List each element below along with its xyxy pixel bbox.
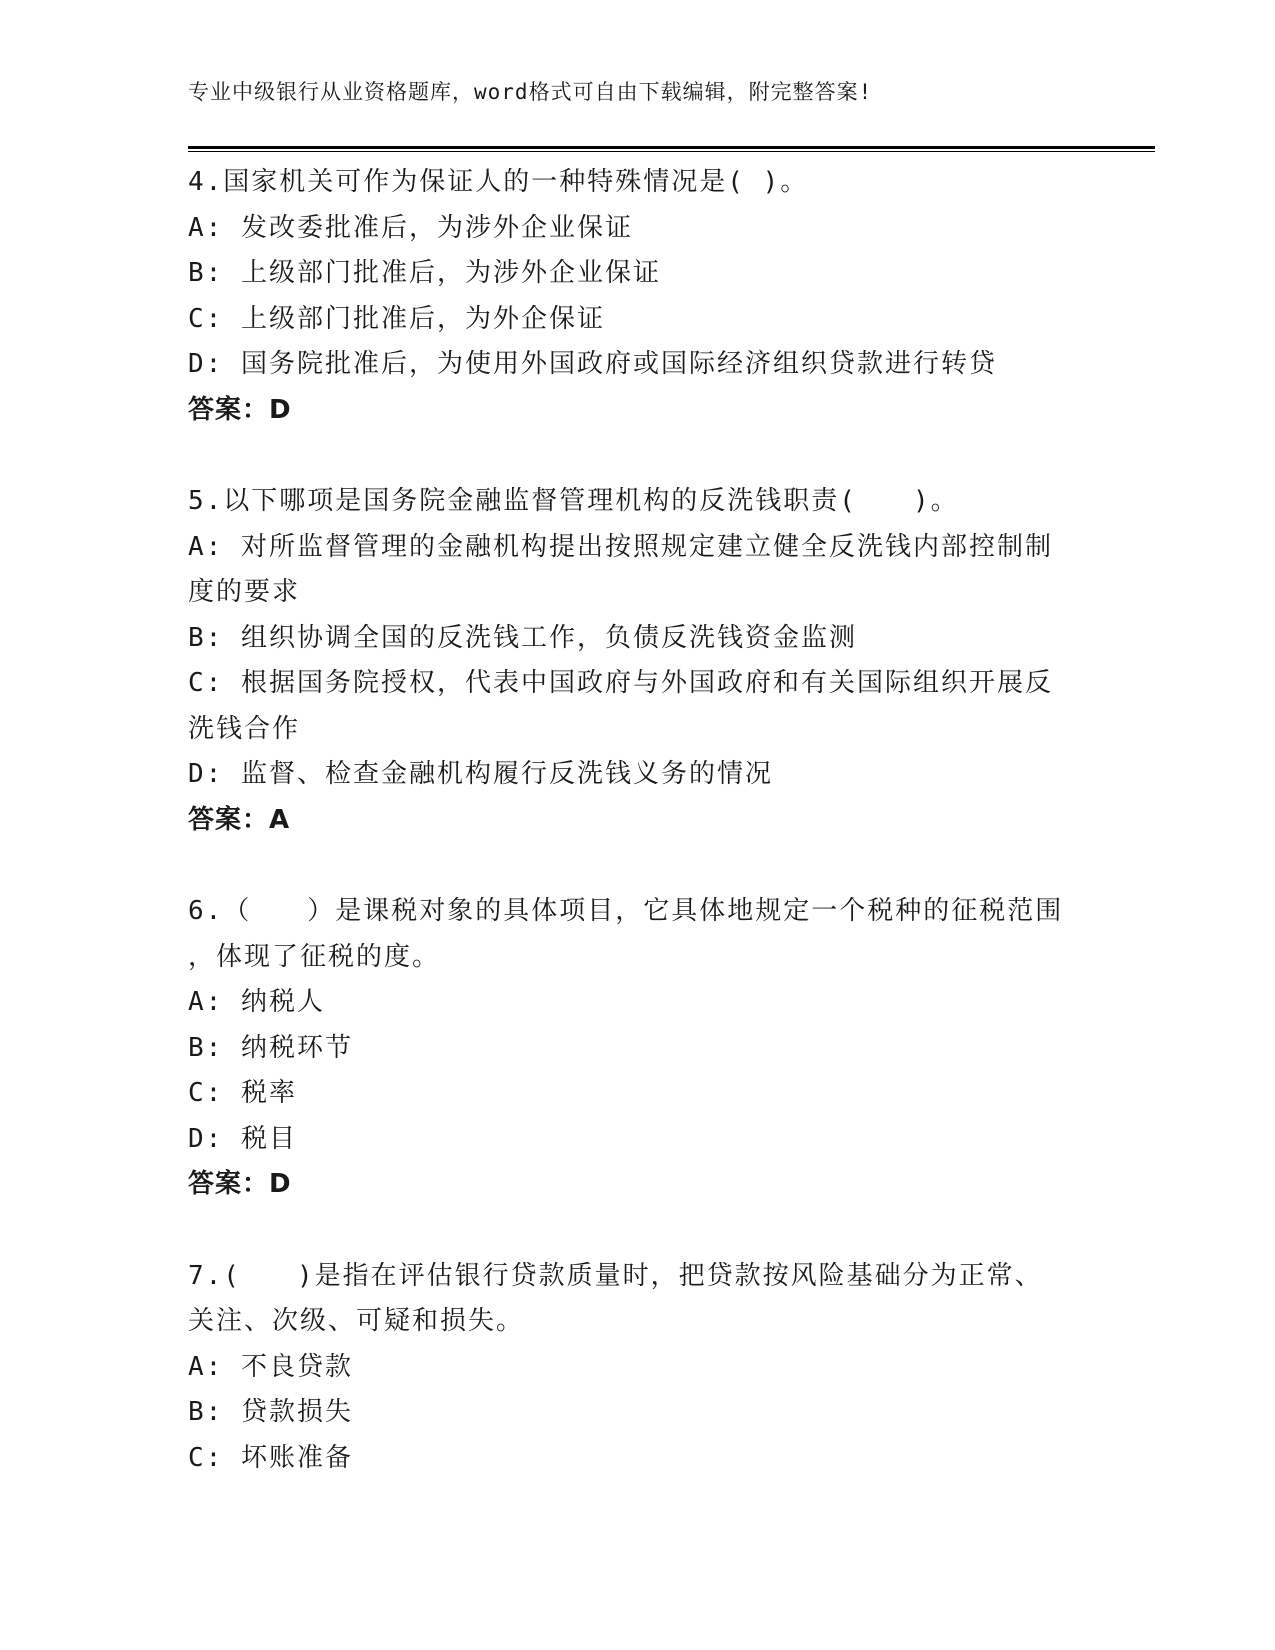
option-b: B: 贷款损失: [188, 1397, 353, 1427]
option-d: D: 国务院批准后，为使用外国政府或国际经济组织贷款进行转贷: [188, 349, 997, 379]
page-header: 专业中级银行从业资格题库，word格式可自由下载编辑，附完整答案!: [188, 80, 873, 104]
question-list: [188, 160, 1088, 1527]
question-stem: 7.( )是指在评估银行贷款质量时，把贷款按风险基础分为正常、: [188, 1260, 1043, 1291]
option-a: A: 不良贷款: [188, 1351, 353, 1382]
option-b: B: 上级部门批准后，为涉外企业保证: [188, 258, 661, 288]
question-item: [188, 479, 1088, 843]
option-c: C: 税率: [188, 1078, 297, 1108]
option-a-continued: 度的要求: [188, 577, 301, 607]
question-item: [188, 160, 1088, 433]
option-c: C: 根据国务院授权，代表中国政府与外国政府和有关国际组织开展反: [188, 668, 1053, 698]
answer-line: 答案：A: [188, 804, 291, 835]
question-stem-continued: ，体现了征税的度。: [188, 941, 441, 972]
option-a: A: 对所监督管理的金融机构提出按照规定建立健全反洗钱内部控制制: [188, 531, 1053, 562]
question-stem-continued: 关注、次级、可疑和损失。: [188, 1306, 525, 1336]
question-stem: 4.国家机关可作为保证人的一种特殊情况是( )。: [188, 167, 809, 197]
option-c: C: 坏账准备: [188, 1442, 353, 1473]
question-stem: 5.以下哪项是国务院金融监督管理机构的反洗钱职责( )。: [188, 486, 959, 516]
header-rule: [188, 146, 1155, 152]
answer-line: 答案：D: [188, 1169, 292, 1199]
option-d: D: 税目: [188, 1123, 297, 1154]
option-c-continued: 洗钱合作: [188, 713, 301, 744]
option-a: A: 纳税人: [188, 987, 325, 1017]
question-item: [188, 1254, 1088, 1482]
option-d: D: 监督、检查金融机构履行反洗钱义务的情况: [188, 759, 773, 789]
question-stem: 6.（ ）是课税对象的具体项目，它具体地规定一个税种的征税范围: [188, 896, 1064, 926]
option-b: B: 纳税环节: [188, 1032, 353, 1063]
option-c: C: 上级部门批准后，为外企保证: [188, 303, 605, 334]
option-a: A: 发改委批准后，为涉外企业保证: [188, 212, 633, 243]
answer-line: 答案：D: [188, 394, 292, 425]
question-item: [188, 889, 1088, 1208]
option-b: B: 组织协调全国的反洗钱工作，负债反洗钱资金监测: [188, 622, 857, 653]
